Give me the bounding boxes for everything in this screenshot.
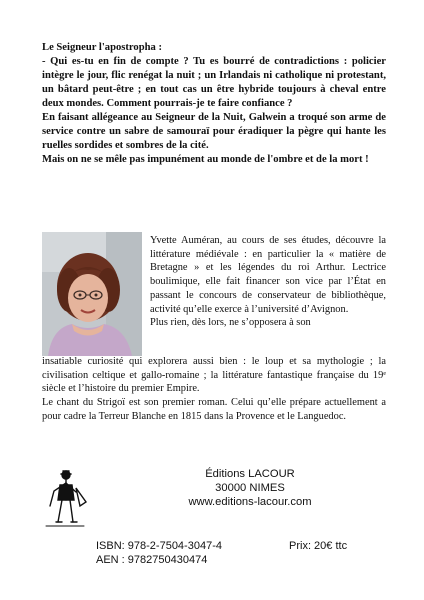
- author-bio-continuation-start: Plus rien, dès lors, ne s’opposera à son: [150, 317, 311, 329]
- blurb-summary: En faisant allégeance au Seigneur de la Nuit, Galwein a troqué son arme de service contre un sabre de samouraï pour éradiquer la pègre qui hante les ruelles sordides et sombres de la cité.: [42, 112, 386, 151]
- aen-code: AEN : 9782750430474: [96, 554, 208, 566]
- publisher-logo-icon: [40, 466, 90, 530]
- author-bio-continuation: insatiable curiosité qui explorera aussi bien : le loup et sa mythologie ; la civilisation celtique et gallo-romaine ; la littérature fantastique française du 19ᵉ siècle et l’histoire du premier Empire.: [42, 356, 386, 395]
- blurb-tagline: Mais on ne se mêle pas impunément au monde de l'ombre et de la mort !: [42, 154, 369, 165]
- author-bio-paragraph: Yvette Auméran, au cours de ses études, découvre la littérature médiévale : en particulier la « matière de Bretagne » et les légendes du roi Arthur. Lectrice boulimique, elle fait financer son vice par l’État en passant le concours de conservateur de bibliothèque, activité qu’elle exerce à l’université d’Avignon.: [150, 235, 386, 315]
- back-cover-blurb: [42, 41, 386, 167]
- publisher-website: www.editions-lacour.com: [188, 496, 312, 508]
- publisher-city: 30000 NIMES: [215, 482, 285, 494]
- blurb-intro: Le Seigneur l'apostropha :: [42, 42, 162, 53]
- author-bio: [150, 234, 386, 330]
- author-bio-continued: [42, 355, 386, 424]
- blurb-dialogue: - Qui es-tu en fin de compte ? Tu es bourré de contradictions : policier intègre le jour, flic renégat la nuit ; un Irlandais ni catholique ni protestant, un bâtard peut-être ; en tout cas un être hybride toujours à cheval entre deux mondes. Comment pourrais-je te faire confiance ?: [42, 56, 386, 109]
- isbn: ISBN: 978-2-7504-3047-4: [96, 540, 222, 552]
- publisher-name: Éditions LACOUR: [205, 468, 295, 480]
- price: Prix: 20€ ttc: [289, 540, 348, 552]
- author-bio-novel: Le chant du Strigoï est son premier roman. Celui qu’elle prépare actuellement a pour cadre la Terreur Blanche en 1815 dans la Provence et le Languedoc.: [42, 397, 386, 422]
- publisher-block: [150, 467, 350, 509]
- author-photo: [42, 232, 142, 356]
